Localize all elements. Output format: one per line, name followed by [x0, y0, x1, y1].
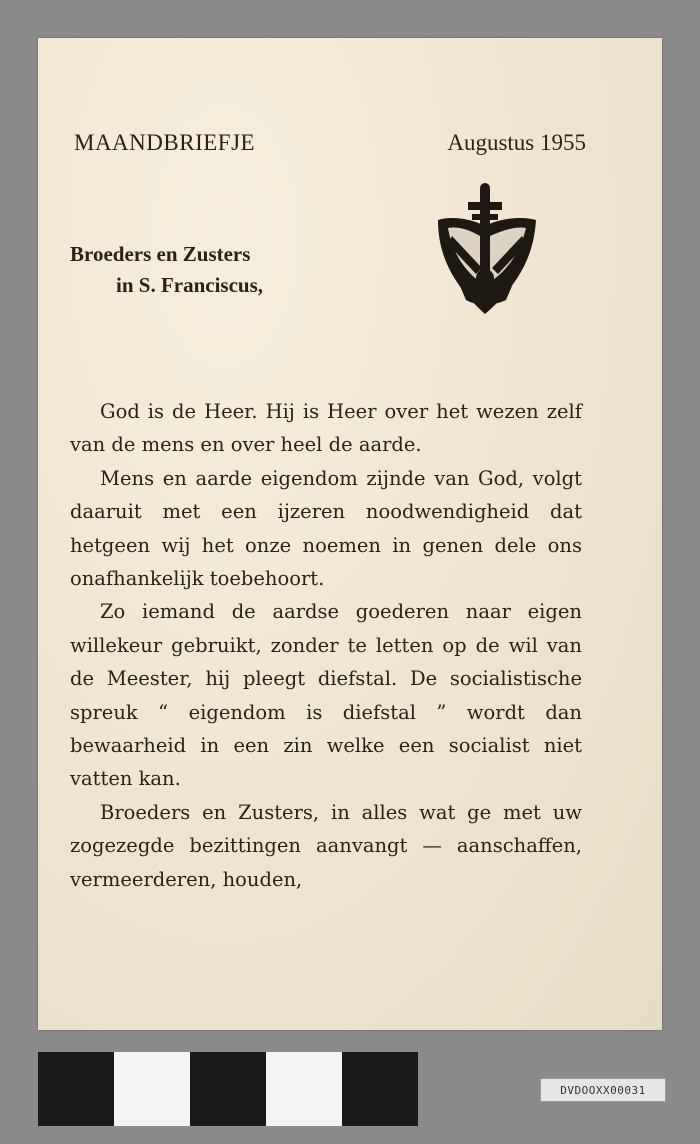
calibration-swatch-black: [342, 1052, 418, 1126]
calibration-swatch-white: [114, 1052, 190, 1126]
paragraph-1: God is de Heer. Hij is Heer over het wezen zelf van de mens en over heel de aarde.: [70, 400, 582, 457]
archive-id-label: DVDOOXX00031: [540, 1078, 666, 1102]
letter-date: Augustus 1955: [447, 130, 586, 155]
calibration-swatch-white: [266, 1052, 342, 1126]
franciscan-emblem-icon: [430, 182, 542, 322]
paragraph-4: Broeders en Zusters, in alles wat ge met uw zogezegde bezittingen aanvangt — aanschaffen, vermeerderen, houden,: [70, 800, 582, 891]
greeting-line-2: in S. Franciscus,: [116, 273, 264, 297]
letter-body: [70, 395, 582, 896]
greeting-line-1: Broeders en Zusters: [70, 242, 251, 266]
paragraph-2: Mens en aarde eigendom zijnde van God, volgt daaruit met een ijzeren noodwendigheid dat hetgeen wij het onze noemen in genen dele ons onafhankelijk toebehoort.: [70, 466, 582, 591]
calibration-swatch-black: [190, 1052, 266, 1126]
calibration-swatch-black: [38, 1052, 114, 1126]
letter-heading: MAANDBRIEFJE: [74, 130, 256, 155]
letter-page: [38, 38, 662, 1030]
paragraph-3: Zo iemand de aardse goederen naar eigen willekeur gebruikt, zonder te letten op de wil van de Meester, hij pleegt diefstal. De socialistische spreuk “ eigendom is diefstal ” wordt dan bewaarheid in een zin welke een socialist niet vatten kan.: [70, 600, 582, 791]
